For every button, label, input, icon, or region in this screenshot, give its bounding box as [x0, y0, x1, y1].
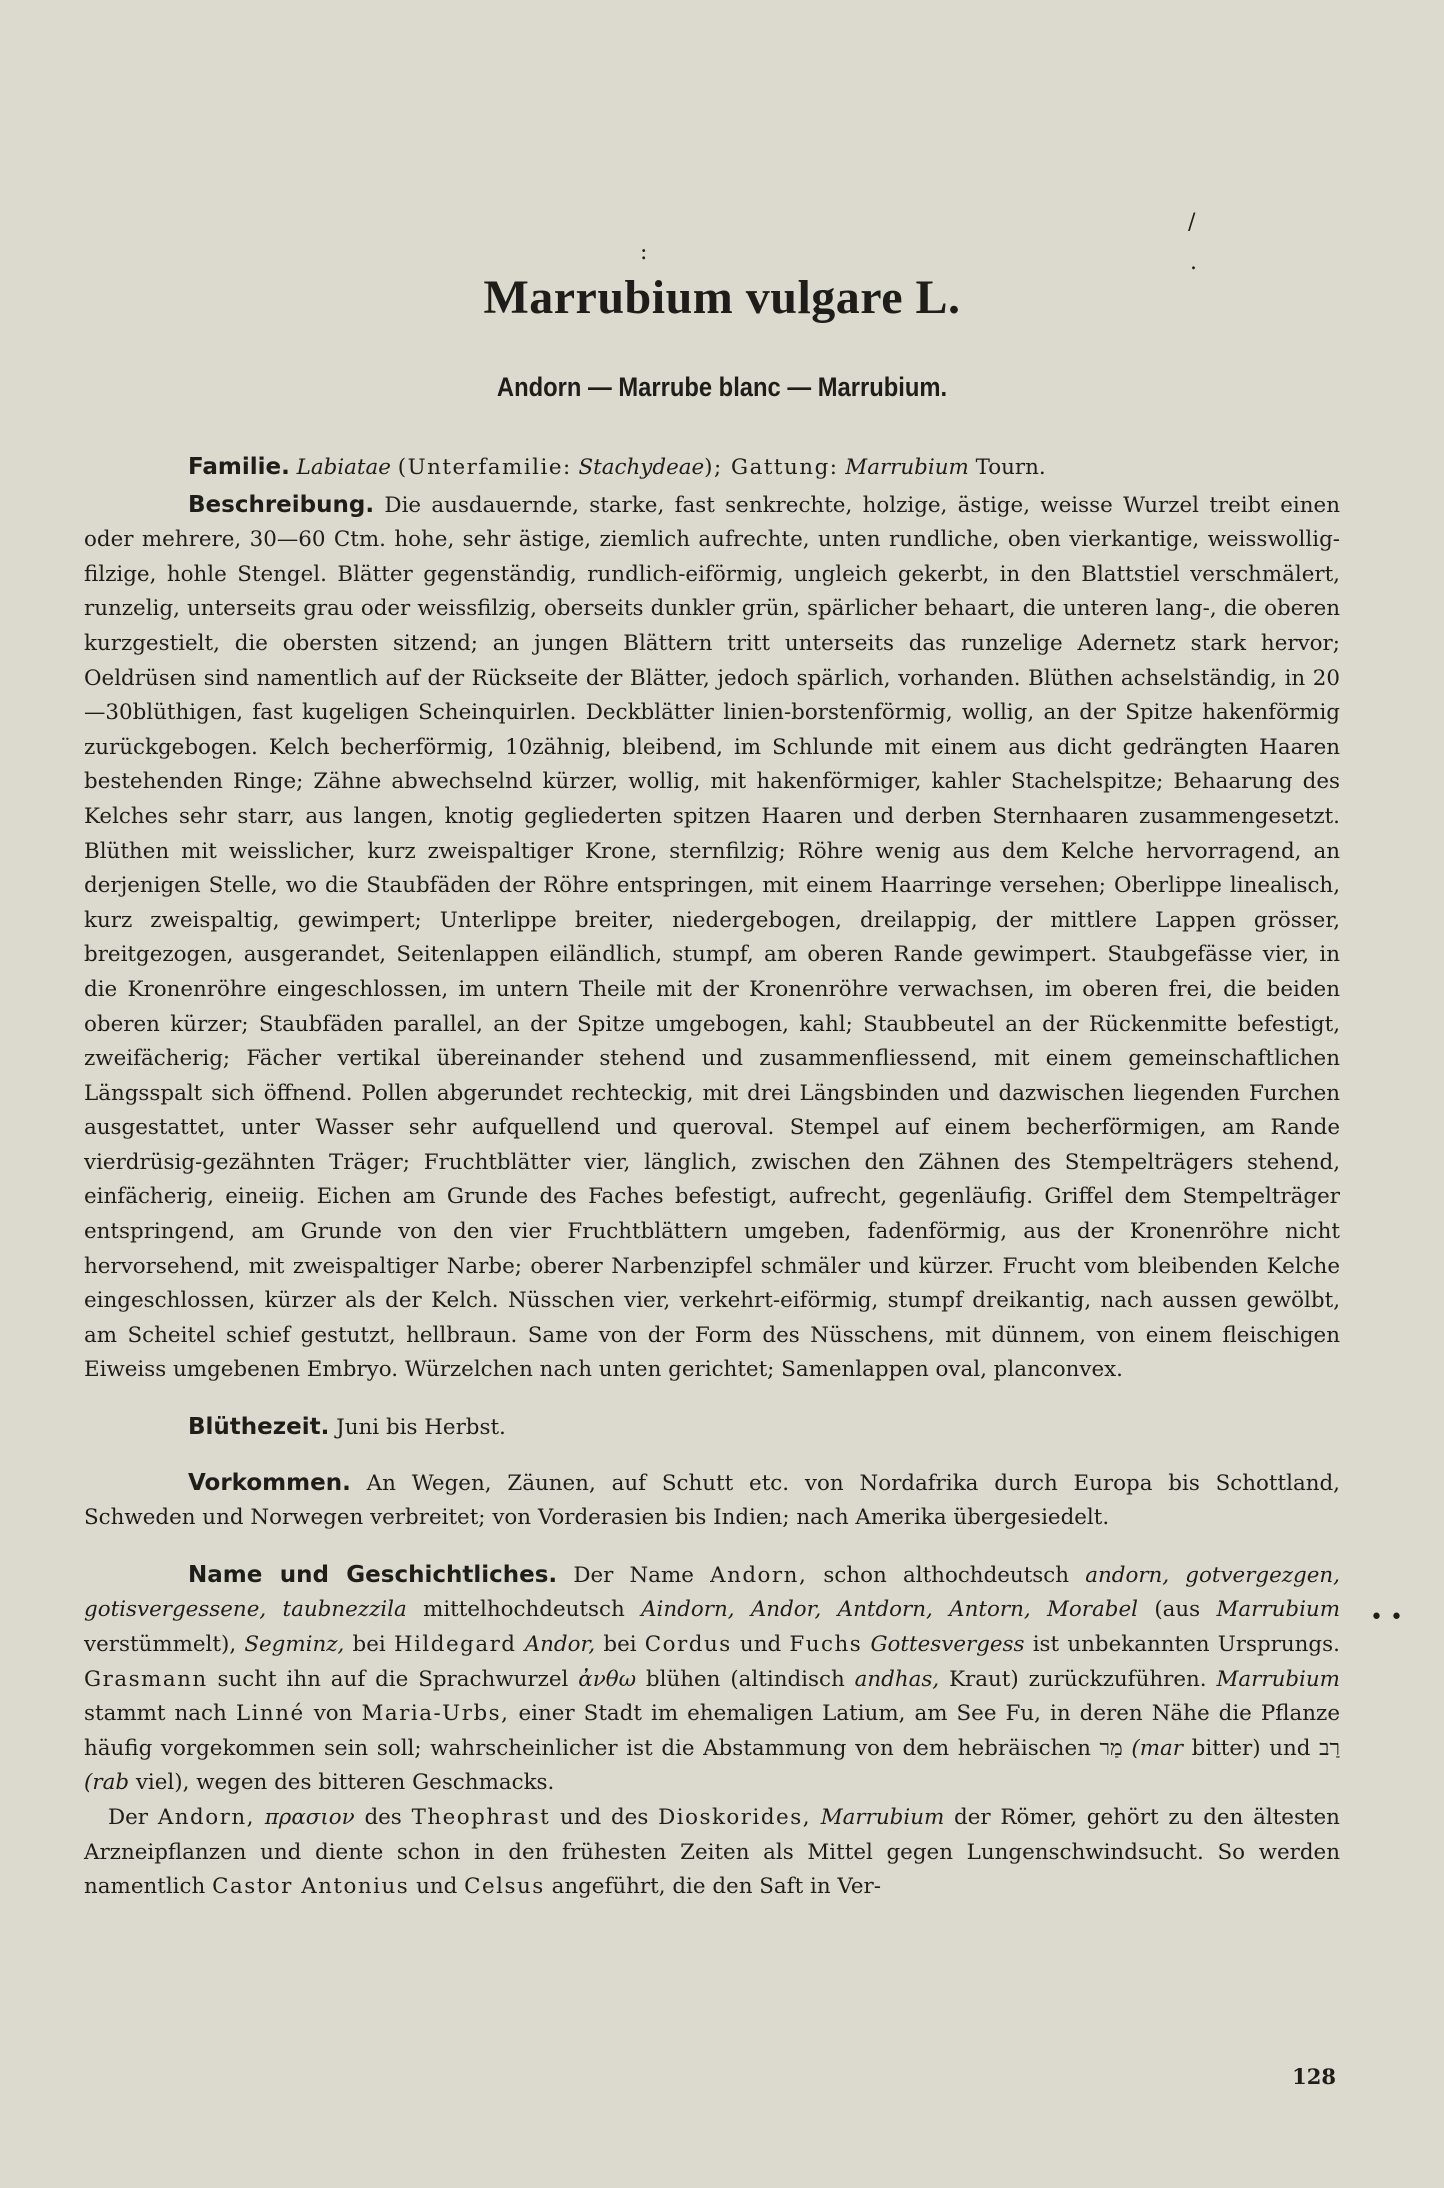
name2-spaced: Theophrast: [411, 1804, 551, 1830]
page-number: 128: [1292, 2064, 1336, 2089]
name-text: einer Stadt im ehemaligen Latium, am See Fu, in deren Nähe die Pflanze häufig vorgekommen sein soll; wahrscheinlicher ist die Abstammung von dem hebräischen: [84, 1701, 1340, 1761]
name-italic: Gottesvergess: [870, 1632, 1025, 1657]
bluethezeit-paragraph: [84, 1410, 1340, 1446]
name-text: und: [739, 1632, 782, 1657]
name-italic: (mar: [1131, 1735, 1183, 1761]
vorkommen-label: Vorkommen.: [188, 1469, 351, 1496]
name2-text: der Römer, gehört zu den ältesten Arzneipflanzen und diente schon in den frühesten Zeiten als Mittel gegen Lungenschwindsucht. So werden namentlich: [84, 1804, 1340, 1900]
name-text: Der Name: [573, 1562, 694, 1588]
name-spaced: Cordus: [644, 1632, 732, 1657]
name-text: viel), wegen des bitteren Geschmacks.: [135, 1770, 555, 1796]
name-italic: Segminz,: [244, 1632, 345, 1657]
unterfamilie-name: Stachydeae: [578, 455, 705, 480]
name-spaced: Hildegard: [393, 1632, 517, 1657]
name-italic: andhas,: [854, 1666, 940, 1692]
name-paragraph: [84, 1558, 1340, 1801]
beschreibung-paragraph: [84, 488, 1340, 1388]
familie-paragraph: [84, 450, 1340, 486]
greek-word: πρασιον: [264, 1804, 355, 1830]
greek-word: ἀνθω: [578, 1666, 637, 1692]
name-text: sucht ihn auf die Sprachwurzel: [217, 1666, 569, 1692]
familie-taxon: Labiatae: [296, 455, 391, 480]
name-text: bei: [352, 1632, 386, 1657]
name-paragraph-2: [84, 1801, 1340, 1905]
name-italic: Andor,: [524, 1632, 596, 1657]
page-subtitle: Andorn — Marrube blanc — Marrubium.: [496, 372, 948, 402]
stray-marks: • •: [1370, 1605, 1403, 1630]
name-text: von: [313, 1701, 353, 1727]
hebrew-word: מַר: [1099, 1735, 1123, 1761]
name-text: bitter) und: [1191, 1735, 1311, 1761]
name-text: bei: [603, 1632, 637, 1657]
unterfamilie-label: (Unterfamilie:: [397, 455, 572, 480]
stray-marks: /: [1188, 210, 1196, 235]
stray-marks: .: [1190, 250, 1197, 275]
name2-spaced: Dioskorides,: [658, 1804, 811, 1830]
name2-spaced: Celsus: [464, 1874, 545, 1900]
name-text: ist unbekannten Ursprungs.: [1032, 1632, 1340, 1657]
article-body: [84, 450, 1340, 1905]
name-spaced: Grasmann: [84, 1666, 208, 1692]
stray-marks: :: [640, 240, 648, 265]
name2-text: und: [416, 1874, 458, 1900]
name2-text: angeführt, die den Saft in Ver-: [551, 1874, 882, 1900]
vorkommen-paragraph: [84, 1466, 1340, 1536]
familie-label: Familie.: [188, 454, 290, 480]
name-label: Name und Geschichtliches.: [188, 1561, 558, 1588]
name-text: blühen (altindisch: [645, 1666, 845, 1692]
name-spaced: Linné: [235, 1701, 305, 1727]
name-text: verstümmelt),: [84, 1632, 237, 1657]
name-text: (aus: [1154, 1597, 1201, 1623]
name-text: stammt nach: [84, 1701, 227, 1727]
name-text: mittelhochdeutsch: [423, 1597, 625, 1623]
name2-italic: Marrubium: [820, 1804, 945, 1830]
bluethezeit-label: Blüthezeit.: [188, 1414, 330, 1441]
name-text: Kraut) zurückzuführen.: [949, 1666, 1207, 1692]
gattung-author: Tourn.: [975, 455, 1046, 480]
name-spaced: Fuchs: [789, 1632, 863, 1657]
name-spaced: Maria-Urbs,: [361, 1701, 510, 1727]
name2-text: Der: [108, 1804, 149, 1830]
bluethezeit-text: Juni bis Herbst.: [336, 1415, 506, 1441]
beschreibung-text: Die ausdauernde, starke, fast senkrechte, holzige, ästige, weisse Wurzel treibt einen oder mehrere, 30—60 Ctm. hohe, sehr ästige, ziemlich aufrechte, unten rundliche, oben vierkantige, weisswollig-filzige, hohle Stengel. Blätter gegenständig, rundlich-eiförmig, ungleich gekerbt, in den Blattstiel verschmälert, runzelig, unterseits grau oder weissfilzig, oberseits dunkler grün, spärlicher behaart, die unteren lang-, die oberen kurzgestielt, die obersten sitzend; an jungen Blättern tritt unterseits das runzelige Adernetz stark hervor; Oeldrüsen sind namentlich auf der Rückseite der Blätter, jedoch spärlich, vorhanden. Blüthen achselständig, in 20—30blüthigen, fast kugeligen Scheinquirlen. Deckblätter linien-borstenförmig, wollig, an der Spitze hakenförmig zurückgebogen. Kelch becherförmig, 10zähnig, bleibend, im Schlunde mit einem aus dicht gedrängten Haaren bestehenden Ringe; Zähne abwechselnd kürzer, wollig, mit hakenförmiger, kahler Stachelspitze; Behaarung des Kelches sehr starr, aus langen, knotig gegliederten spitzen Haaren und derben Sternhaaren zusammengesetzt. Blüthen mit weisslicher, kurz zweispaltiger Krone, sternfilzig; Röhre wenig aus dem Kelche hervorragend, an derjenigen Stelle, wo die Staubfäden der Röhre entspringen, mit einem Haarringe versehen; Oberlippe linealisch, kurz zweispaltig, gewimpert; Unterlippe breiter, niedergebogen, dreilappig, der mittlere Lappen grösser, breitgezogen, ausgerandet, Seitenlappen eiländlich, stumpf, am oberen Rande gewimpert. Staubgefässe vier, in die Kronenröhre eingeschlossen, im untern Theile mit der Kronenröhre verwachsen, im oberen frei, die beiden oberen kürzer; Staubfäden parallel, an der Spitze umgebogen, kahl; Staubbeutel an der Rückenmitte befestigt, zweifächerig; Fächer vertikal übereinander stehend und zusammenfliessend, mit einem gemeinschaftlichen Längsspalt sich öffnend. Pollen abgerundet rechteckig, mit drei Längsbinden und dazwischen liegenden Furchen ausgestattet, unter Wasser sehr aufquellend und queroval. Stempel auf einem becherförmigen, am Rande vierdrüsig-gezähnten Träger; Fruchtblätter vier, länglich, zwischen den Zähnen des Stempelträgers stehend, einfächerig, eineiig. Eichen am Grunde des Faches befestigt, aufrecht, gegenläufig. Griffel dem Stempelträger entspringend, am Grunde von den vier Fruchtblättern umgeben, fadenförmig, aus der Kronenröhre nicht hervorsehend, mit zweispaltiger Narbe; oberer Narbenzipfel schmäler und kürzer. Frucht vom bleibenden Kelche eingeschlossen, kürzer als der Kelch. Nüsschen vier, verkehrt-eiförmig, stumpf dreikantig, nach aussen gewölbt, am Scheitel schief gestutzt, hellbraun. Same von der Form des Nüsschens, mit dünnem, von einem fleischigen Eiweiss umgebenen Embryo. Würzelchen nach unten gerichtet; Samenlappen oval, planconvex.: [84, 492, 1340, 1383]
gattung-name: Marrubium: [845, 455, 969, 480]
name-italic: andorn, gotvergezgen, gotisvergessene, taubnezzila: [84, 1562, 1340, 1623]
gattung-label: ); Gattung:: [704, 455, 839, 480]
name-italic: (rab: [84, 1770, 130, 1796]
name-italic: Marrubium: [1216, 1597, 1340, 1623]
name2-text: und des: [559, 1804, 649, 1830]
beschreibung-label: Beschreibung.: [188, 491, 375, 518]
vorkommen-text: An Wegen, Zäunen, auf Schutt etc. von Nordafrika durch Europa bis Schottland, Schweden und Norwegen verbreitet; von Vorderasien bis Indien; nach Amerika übergesiedelt.: [84, 1470, 1340, 1531]
name2-spaced: Castor Antonius: [212, 1874, 410, 1900]
name2-text: des: [364, 1804, 402, 1830]
name-italic: Marrubium: [1216, 1666, 1340, 1692]
hebrew-word: רַב: [1319, 1735, 1340, 1761]
name-spaced: Andorn,: [710, 1562, 808, 1588]
name-italic: Aindorn, Andor, Antdorn, Antorn, Morabel: [641, 1597, 1138, 1623]
name2-spaced: Andorn,: [157, 1804, 255, 1830]
name-text: schon althochdeutsch: [823, 1562, 1070, 1588]
page-title: Marrubium vulgare L.: [483, 271, 961, 324]
